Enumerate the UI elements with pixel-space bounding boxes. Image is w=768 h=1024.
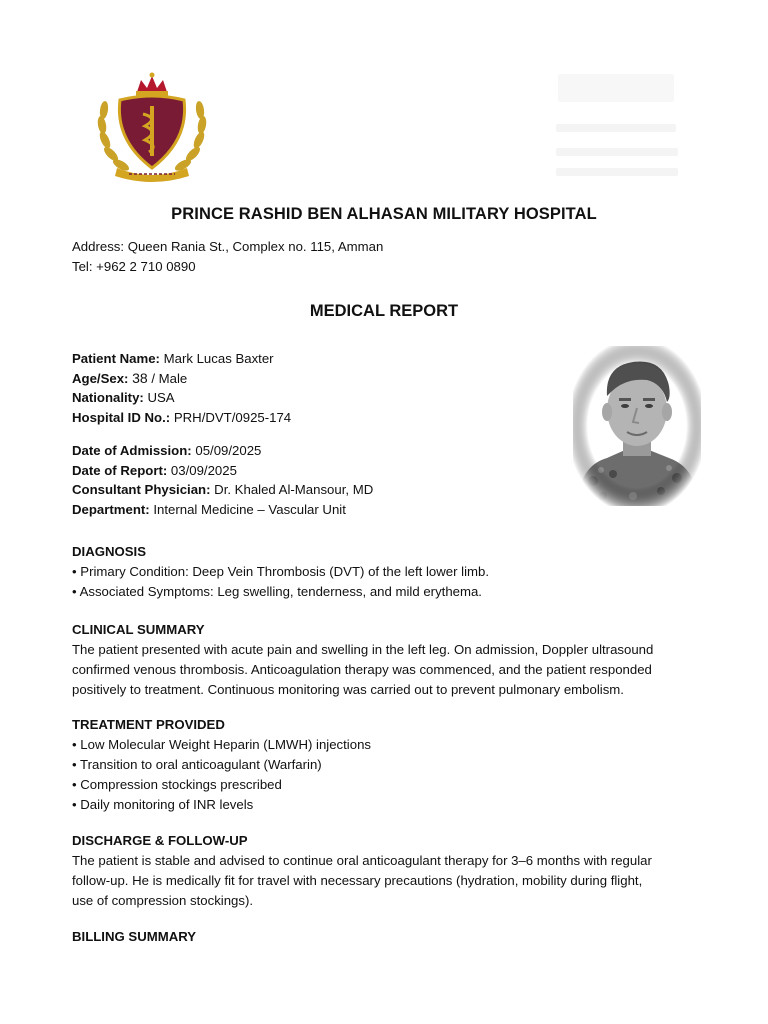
paragraph-line: The patient presented with acute pain and swelling in the left leg. On admission, Doppler ultrasound <box>72 642 654 657</box>
report-title: MEDICAL REPORT <box>309 302 459 320</box>
diagnosis-heading: DIAGNOSIS <box>72 544 147 559</box>
age: 38 <box>132 369 148 386</box>
list-item: • Low Molecular Weight Heparin (LMWH) injections <box>72 735 702 755</box>
hospital-id: PRH/DVT/0925-174 <box>173 409 292 425</box>
patient-name-row: Patient Name: Mark Lucas Baxter <box>72 351 274 366</box>
patient-photo-icon <box>573 346 701 506</box>
sex: / Male <box>151 370 188 386</box>
list-item: • Transition to oral anticoagulant (Warfarin) <box>72 755 702 775</box>
list-item: • Compression stockings prescribed <box>72 775 702 795</box>
list-item: • Primary Condition: Deep Vein Thrombosis (DVT) of the left lower limb. <box>72 562 702 582</box>
list-item: • Associated Symptoms: Leg swelling, tenderness, and mild erythema. <box>72 582 702 602</box>
nationality-row: Nationality: USA <box>72 390 175 405</box>
paragraph-line: positively to treatment. Continuous monitoring was carried out to prevent pulmonary embolism. <box>72 682 624 697</box>
patient-name: Mark Lucas Baxter <box>163 351 274 366</box>
billing-section <box>72 927 702 947</box>
patient-info <box>72 349 291 427</box>
physician: Dr. Khaled Al-Mansour, MD <box>214 482 374 497</box>
diagnosis-section <box>72 542 702 602</box>
hospital-name: PRINCE RASHID BEN ALHASAN MILITARY HOSPITAL <box>171 205 597 223</box>
treatment-heading: TREATMENT PROVIDED <box>72 717 225 732</box>
paragraph-line: confirmed venous thrombosis. Anticoagulation therapy was commenced, and the patient responded <box>72 662 652 677</box>
list-item: • Daily monitoring of INR levels <box>72 795 702 815</box>
nationality: USA <box>147 390 175 405</box>
admission-date-row: Date of Admission: 05/09/2025 <box>72 443 262 458</box>
department: Internal Medicine – Vascular Unit <box>153 501 346 517</box>
hospital-emblem-icon <box>93 70 211 186</box>
contact-info <box>72 237 383 277</box>
paragraph-line: use of compression stockings). <box>72 893 254 908</box>
telephone: Tel: +962 2 710 0890 <box>72 259 196 274</box>
report-date: 03/09/2025 <box>170 462 237 478</box>
discharge-section <box>72 831 702 911</box>
treatment-section <box>72 715 702 815</box>
admission-info <box>72 441 373 519</box>
admission-date: 05/09/2025 <box>195 443 262 458</box>
address: Address: Queen Rania St., Complex no. 115, Amman <box>72 239 384 254</box>
report-date-row: Date of Report: 03/09/2025 <box>72 462 237 478</box>
billing-heading: BILLING SUMMARY <box>72 929 197 944</box>
hospital-id-row: Hospital ID No.: PRH/DVT/0925-174 <box>72 409 292 425</box>
physician-row: Consultant Physician: Dr. Khaled Al-Mansour, MD <box>72 482 374 497</box>
age-sex-row: Age/Sex: 38 / Male <box>72 369 188 386</box>
faded-header-area <box>552 68 680 188</box>
clinical-summary-section <box>72 620 702 700</box>
paragraph-line: The patient is stable and advised to continue oral anticoagulant therapy for 3–6 months with regular <box>72 853 652 868</box>
paragraph-line: follow-up. He is medically fit for travel with necessary precautions (hydration, mobility during flight, <box>72 873 643 888</box>
department-row: Department: Internal Medicine – Vascular Unit <box>72 501 346 517</box>
clinical-summary-heading: CLINICAL SUMMARY <box>72 622 205 637</box>
discharge-heading: DISCHARGE & FOLLOW-UP <box>72 833 248 848</box>
